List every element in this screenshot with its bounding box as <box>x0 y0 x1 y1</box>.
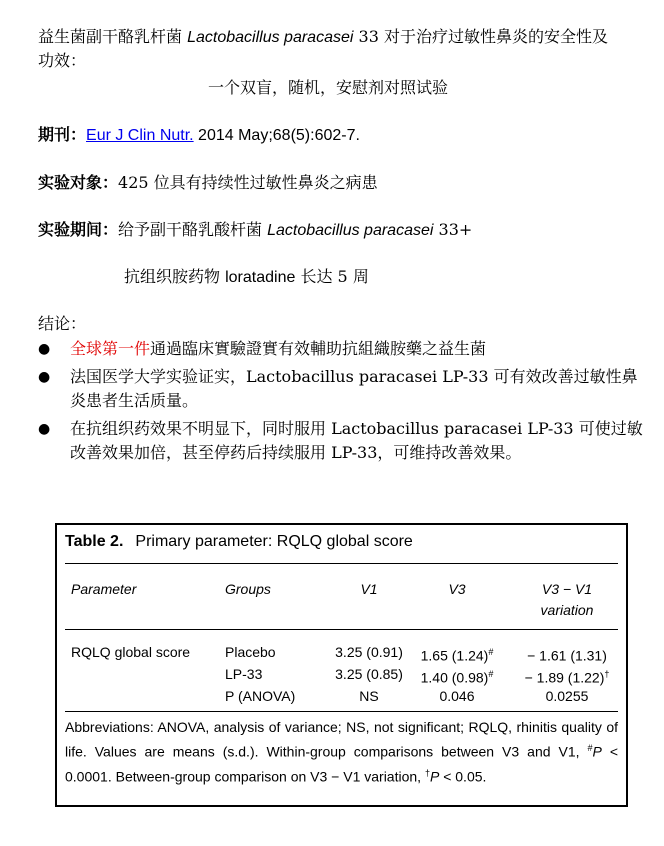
table-caption-text: Primary parameter: RQLQ global score <box>135 533 413 550</box>
header-v1: V1 <box>360 581 378 597</box>
cell-diff-placebo: − 1.61 (1.31) <box>527 647 607 664</box>
bullet-1-text: 通過臨床實驗證實有效輔助抗組織胺藥之益生菌 <box>150 339 487 358</box>
conclusion-bullet-1 <box>70 337 650 361</box>
period-label: 实验期间： <box>38 220 119 239</box>
header-v3: V3 <box>448 581 466 597</box>
period-text: 给予副干酪乳酸杆菌 <box>118 220 268 239</box>
period-line-2 <box>124 266 369 289</box>
period-text-2: 33+ <box>433 220 473 239</box>
cell-v3-anova: 0.046 <box>439 688 475 704</box>
journal-label: 期刊： <box>38 125 87 144</box>
cell-diff-anova: 0.0255 <box>545 688 589 704</box>
table-footnote: Abbreviations: ANOVA, analysis of variance; NS, not significant; RQLQ, rhinitis quality of life. Values are means (s.d.). Within-group comparisons between V3 and V1, #P < 0.0001. Between-group comparison on V3 − V1 variation, †P < 0.05. <box>65 719 618 785</box>
subjects-label: 实验对象： <box>38 173 119 192</box>
period-species: Lactobacillus paracasei <box>267 222 434 239</box>
journal-link[interactable]: Eur J Clin Nutr. <box>86 127 194 144</box>
cell-group-anova: P (ANOVA) <box>225 688 296 704</box>
journal-line <box>38 124 360 147</box>
period-duration: 长达 5 周 <box>295 267 369 286</box>
document-subtitle: 一个双盲，随机，安慰剂对照试验 <box>208 78 449 97</box>
subjects-line <box>38 172 378 194</box>
bullet-2-marker: ● <box>38 369 51 385</box>
bullet-1-highlight: 全球第一件 <box>70 339 151 358</box>
bullet-3-marker: ● <box>38 421 51 437</box>
conclusion-bullet-2: 法国医学大学实验证实，Lactobacillus paracasei LP-33 可有效改善过敏性鼻炎患者生活质量。 <box>70 367 638 410</box>
table-caption <box>65 533 413 551</box>
table-bottom-rule <box>65 711 618 712</box>
subjects-text: 425 位具有持续性过敏性鼻炎之病患 <box>118 173 378 192</box>
cell-v1-placebo: 3.25 (0.91) <box>335 644 403 660</box>
period-drug: loratadine <box>225 269 296 286</box>
cell-diff-lp33: − 1.89 (1.22)† <box>524 669 610 686</box>
bullet-1-marker: ● <box>38 341 51 357</box>
journal-citation: 2014 May;68(5):602-7. <box>193 127 360 144</box>
cell-v3-lp33: 1.40 (0.98)# <box>420 669 494 686</box>
header-v3-v1: V3 − V1 <box>541 581 593 597</box>
period-drug-prefix: 抗组织胺药物 <box>124 267 226 286</box>
header-groups: Groups <box>225 581 271 597</box>
cell-parameter: RQLQ global score <box>71 644 191 660</box>
conclusion-bullet-3: 在抗组织药效果不明显下，同时服用 Lactobacillus paracasei LP-33 可使过敏改善效果加倍，甚至停药后持续服用 LP-33，可维持改善效果。 <box>70 419 643 462</box>
title-species: Lactobacillus paracasei <box>187 29 354 46</box>
period-line <box>38 219 472 242</box>
table-top-rule <box>65 563 618 564</box>
header-variation: variation <box>540 602 594 618</box>
header-parameter: Parameter <box>71 581 137 597</box>
cell-v1-lp33: 3.25 (0.85) <box>335 666 403 682</box>
cell-v1-anova: NS <box>359 688 379 704</box>
results-table <box>55 523 628 807</box>
conclusion-label: 结论： <box>38 314 87 333</box>
title-text-2: 33 对于治疗过敏性鼻炎的安全性及 <box>353 27 608 46</box>
title-line-2: 功效： <box>38 51 87 70</box>
cell-group-placebo: Placebo <box>225 644 276 660</box>
cell-v3-placebo: 1.65 (1.24)# <box>420 647 494 664</box>
table-header-rule <box>65 629 618 630</box>
document-title <box>38 26 608 49</box>
title-text: 益生菌副干酪乳杆菌 <box>38 27 183 46</box>
table-number: Table 2. <box>65 533 124 550</box>
cell-group-lp33: LP-33 <box>225 666 263 682</box>
